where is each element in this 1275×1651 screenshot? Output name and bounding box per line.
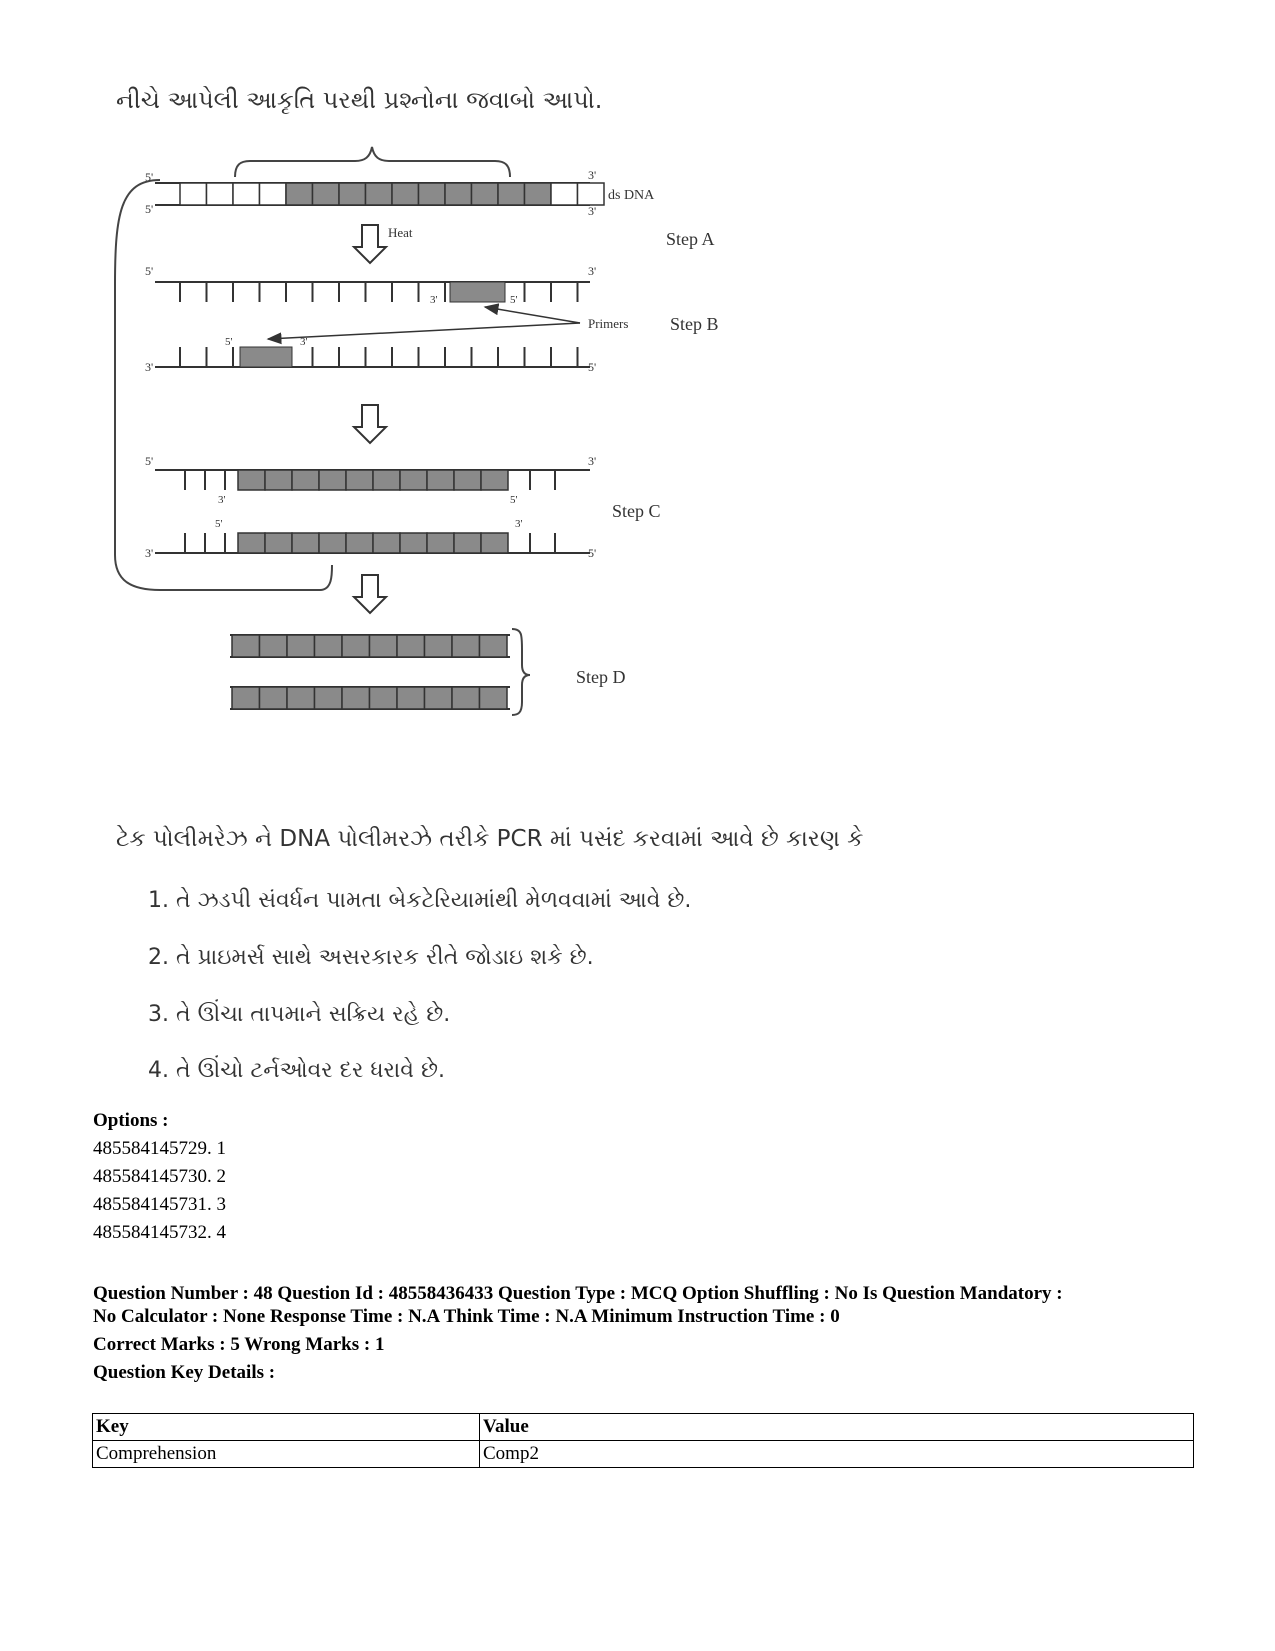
- extended-base: [400, 470, 427, 490]
- dna-base-pair: [286, 183, 313, 205]
- extended-base: [346, 533, 373, 553]
- extended-base: [238, 533, 265, 553]
- label-3prime-a2: 3': [588, 204, 597, 218]
- extended-base: [481, 470, 508, 490]
- product-base-pair: [232, 635, 260, 657]
- pcr-diagram: [100, 135, 780, 765]
- down-arrow-icon-2: [354, 575, 386, 613]
- product-base-pair: [287, 635, 315, 657]
- statement-4: 4. તે ઊંચો ટર્નઓવર દર ધરાવે છે.: [148, 1058, 445, 1083]
- marks-line: Correct Marks : 5 Wrong Marks : 1: [93, 1334, 385, 1355]
- product-base-pair: [232, 687, 260, 709]
- single-strand-bottom: [155, 347, 590, 367]
- cell-value: Comp2: [480, 1441, 1194, 1468]
- primer-arrow-bottom: [268, 323, 580, 339]
- product-base-pair: [287, 687, 315, 709]
- statement-2: 2. તે પ્રાઇમર્સ સાથે અસરકારક રીતે જોડાઇ શકે છે.: [148, 945, 594, 970]
- statement-3: 3. તે ઊંચા તાપમાને સક્રિય રહે છે.: [148, 1002, 451, 1027]
- primer-arrow-top: [485, 307, 580, 323]
- header-key: Key: [93, 1414, 480, 1441]
- instruction-text: નીચે આપેલી આકૃતિ પરથી પ્રશ્નોના જવાબો આપો.: [116, 86, 603, 114]
- product-base-pair: [397, 635, 425, 657]
- label-heat: Heat: [388, 225, 413, 240]
- label-5prime-primer: 5': [510, 294, 518, 306]
- table-row: [93, 1441, 1194, 1468]
- extended-strand-top: [155, 470, 590, 490]
- label-step-b: Step B: [670, 314, 719, 334]
- dna-base-pair: [207, 183, 234, 205]
- product-base-pair: [425, 687, 453, 709]
- label-step-c: Step C: [612, 501, 661, 521]
- label-ds-dna: ds DNA: [608, 188, 655, 203]
- product-base-pair: [370, 635, 398, 657]
- dna-base-pair: [525, 183, 552, 205]
- label-3prime-c1: 3': [588, 454, 597, 468]
- extended-base: [373, 470, 400, 490]
- product-base-pair: [425, 635, 453, 657]
- extended-base: [427, 533, 454, 553]
- product-base-pair: [480, 687, 508, 709]
- dna-base-pair: [551, 183, 578, 205]
- label-5prime-c2: 5': [510, 494, 518, 506]
- options-label: Options :: [93, 1110, 169, 1131]
- label-3prime-c2: 3': [218, 494, 226, 506]
- table-header-row: [93, 1414, 1194, 1441]
- dna-base-pair: [445, 183, 472, 205]
- extended-base: [292, 533, 319, 553]
- ds-dna-strand: [155, 183, 604, 205]
- product-base-pair: [397, 687, 425, 709]
- question-meta-line-2: No Calculator : None Response Time : N.A Think Time : N.A Minimum Instruction Time : 0: [93, 1306, 840, 1327]
- label-5prime-b1: 5': [145, 264, 154, 278]
- label-3prime-primer-b: 3': [300, 336, 308, 348]
- dna-base-pair: [472, 183, 499, 205]
- cell-key: Comprehension: [93, 1441, 480, 1468]
- label-step-a: Step A: [666, 229, 715, 249]
- option-1: 485584145729. 1: [93, 1138, 226, 1159]
- extended-base: [319, 533, 346, 553]
- extended-base: [346, 470, 373, 490]
- extended-base: [265, 533, 292, 553]
- primer-top: [450, 282, 505, 302]
- product-base-pair: [452, 687, 480, 709]
- dna-base-pair: [419, 183, 446, 205]
- down-arrow-icon: [354, 405, 386, 443]
- label-5prime-a1: 5': [145, 170, 154, 184]
- target-bracket: [235, 147, 510, 177]
- product-strand-2: [230, 687, 510, 709]
- key-details-label: Question Key Details :: [93, 1362, 276, 1383]
- cycle-loop-line: [115, 180, 332, 590]
- header-value: Value: [480, 1414, 1194, 1441]
- dna-base-pair: [260, 183, 287, 205]
- option-2: 485584145730. 2: [93, 1166, 226, 1187]
- heat-arrow-icon: [354, 225, 386, 263]
- label-3prime-primer: 3': [430, 294, 438, 306]
- label-5prime-c1: 5': [145, 454, 154, 468]
- dna-base-pair: [339, 183, 366, 205]
- primer-bottom: [240, 347, 292, 367]
- product-base-pair: [342, 635, 370, 657]
- label-3prime-c4: 3': [145, 546, 154, 560]
- label-5prime-primer-b: 5': [225, 336, 233, 348]
- label-5prime-c3: 5': [215, 518, 223, 530]
- product-base-pair: [480, 635, 508, 657]
- option-3: 485584145731. 3: [93, 1194, 226, 1215]
- option-4: 485584145732. 4: [93, 1222, 226, 1243]
- dna-base-pair: [578, 183, 605, 205]
- extended-base: [265, 470, 292, 490]
- label-3prime-b1: 3': [588, 264, 597, 278]
- question-meta-line-1: Question Number : 48 Question Id : 48558436433 Question Type : MCQ Option Shuffling : No Is Question Mandatory :: [93, 1283, 1063, 1304]
- extended-base: [319, 470, 346, 490]
- key-details-table: [92, 1413, 1194, 1468]
- dna-base-pair: [313, 183, 340, 205]
- product-base-pair: [260, 687, 288, 709]
- extended-base: [373, 533, 400, 553]
- label-5prime-a2: 5': [145, 202, 154, 216]
- dna-base-pair: [392, 183, 419, 205]
- label-3prime-c3: 3': [515, 518, 523, 530]
- dna-base-pair: [233, 183, 260, 205]
- label-3prime-b2: 3': [145, 360, 154, 374]
- extended-base: [427, 470, 454, 490]
- single-strand-top: [155, 282, 590, 302]
- label-step-d: Step D: [576, 667, 626, 687]
- product-bracket: [512, 629, 530, 715]
- label-3prime-a1: 3': [588, 168, 597, 182]
- extended-strand-bottom: [155, 533, 590, 553]
- dna-base-pair: [180, 183, 207, 205]
- label-5prime-c4: 5': [588, 546, 597, 560]
- product-base-pair: [342, 687, 370, 709]
- product-base-pair: [315, 687, 343, 709]
- dna-base-pair: [498, 183, 525, 205]
- extended-base: [454, 533, 481, 553]
- extended-base: [238, 470, 265, 490]
- dna-base-pair: [366, 183, 393, 205]
- product-base-pair: [452, 635, 480, 657]
- extended-base: [454, 470, 481, 490]
- product-base-pair: [260, 635, 288, 657]
- label-5prime-b2: 5': [588, 360, 597, 374]
- extended-base: [400, 533, 427, 553]
- label-primers: Primers: [588, 316, 629, 331]
- statement-1: 1. તે ઝડપી સંવર્ધન પામતા બેકટેરિયામાંથી મેળવવામાં આવે છે.: [148, 888, 692, 913]
- product-base-pair: [370, 687, 398, 709]
- product-base-pair: [315, 635, 343, 657]
- question-text: ટેક પોલીમરેઝ ને DNA પોલીમરઝે તરીકે PCR માં પસંદ કરવામાં આવે છે કારણ કે: [116, 826, 864, 852]
- product-strand-1: [230, 635, 510, 657]
- extended-base: [292, 470, 319, 490]
- extended-base: [481, 533, 508, 553]
